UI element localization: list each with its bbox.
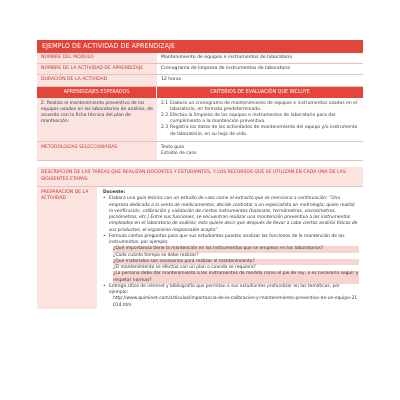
criterion-number: 2.2	[161, 112, 169, 118]
bullet-item	[103, 196, 359, 234]
duration-row	[37, 75, 363, 86]
question-item: ¿Cada cuánto tiempo se debe realizar?	[113, 252, 199, 258]
resource-link[interactable]: http://www.quiminet.com/articulos/importancia-de-la-calibracion-y-mantenimiento-preventivo-de-un-equipo-21014.htm	[113, 296, 358, 308]
question-item: ¿El mantenimiento se efectúa con un plan o cuando se requiera?	[113, 265, 256, 271]
criterion-number: 2.3	[161, 125, 169, 131]
methodologies-row	[37, 142, 363, 161]
criteria-list	[157, 98, 363, 141]
criterion-number: 2.1	[161, 100, 169, 106]
criteria-header: CRITERIOS DE EVALUACIÓN QUE INCLUYE	[157, 87, 363, 98]
outcomes-body	[37, 98, 363, 142]
criterion-text: Elabora un cronograma de mantenimiento de equipos e instrumentos usados en el laboratorio, en formato predeterminado.	[170, 100, 358, 112]
bullet-item	[103, 284, 359, 297]
criterion-item	[161, 101, 359, 113]
expected-learning: 2. Realiza el mantenimiento preventivo de los equipos usados en los laboratorios de análisis, de acuerdo con la ficha técnica del plan de mantención.	[37, 98, 157, 141]
criterion-text: Registra los datos de las actividades de mantenimiento del equipo y/o instrumento de laboratorio, en su hoja de vida.	[170, 125, 358, 137]
methodology-item: Texto guía	[161, 144, 185, 150]
question-item: ¿La persona debe dar mantenimiento a los instrumentos de medida como el pie de rey, o es necesario seguir y respetar normas?	[113, 271, 359, 283]
case-study-text: Elabora una guía teórica con un estudio de caso como el extracto que se menciona a continuación: “Una empresa dedicada a la venta de medicamentos, decide contratar a un especialista en metrología; quien realizó la verificación, calibración y validación de ciertos instrumentos (balanzas, termómetros, viscosímetros, picnómetros, etc.) Entre sus funciones, se encuentran realizar una mantención preventiva a los instrumentos empleados en el laboratorio de análisis; esto quiere decir que después de llevar a cabo ciertos análisis físicos de sus productos, el organismo responsable acepta”.	[109, 196, 358, 233]
question-item: ¿Qué importancia tiene la mantención en los instrumentos que se emplean en los laboratorios?	[113, 246, 359, 252]
preparation-row	[37, 187, 363, 309]
activity-label: NOMBRE DE LA ACTIVIDAD DE APRENDIZAJE	[37, 64, 157, 74]
teacher-label: Docente:	[103, 190, 126, 196]
activity-row	[37, 64, 363, 75]
criterion-item	[161, 125, 359, 137]
criterion-item	[161, 113, 359, 125]
bullet-icon: •	[103, 196, 106, 202]
expected-learning-header: APRENDIZAJES ESPERADOS	[37, 87, 157, 98]
module-value: Mantenimiento de equipos e instrumentos de laboratorio	[161, 55, 293, 60]
question-item: ¿Qué materiales son necesarios para realizar el mantenimiento?	[113, 259, 359, 265]
methodologies-label: METODOLOGÍAS SELECCIONADAS	[37, 142, 157, 160]
preparation-label: PREPARACIÓN DE LA ACTIVIDAD	[37, 187, 97, 309]
bullet-item	[103, 234, 359, 247]
criterion-text: Efectúa la limpieza de los equipos e instrumentos de laboratorio para dar cumplimiento a la mantención preventiva.	[170, 112, 336, 125]
questions-intro: Formula ciertas preguntas para que sus estudiantes puedan analizar las funciones de la mantención de los instrumentos, por ejemplo:	[109, 233, 345, 246]
methodology-item: Estudio de caso	[161, 150, 197, 156]
outcomes-header	[37, 87, 363, 98]
page-banner: EJEMPLO DE ACTIVIDAD DE APRENDIZAJE	[37, 40, 363, 53]
methodologies-list	[157, 142, 363, 160]
module-row	[37, 53, 363, 64]
module-label: NOMBRE DEL MÓDULO	[37, 53, 157, 63]
bullet-icon: •	[103, 283, 106, 289]
question-list	[103, 246, 359, 284]
duration-value: 12 horas	[161, 77, 182, 83]
duration-label: DURACIÓN DE LA ACTIVIDAD	[37, 75, 157, 85]
activity-page	[37, 40, 363, 400]
resources-intro: Entrega sitios de internet y bibliografía que permitan a sus estudiantes profundizar en las temáticas, por ejemplo:	[109, 283, 340, 296]
activity-value: Cronograma de limpieza de instrumentos de laboratorio	[161, 66, 291, 72]
bullet-icon: •	[103, 233, 106, 239]
preparation-content	[97, 187, 363, 309]
description-title: DESCRIPCIÓN DE LAS TAREAS QUE REALIZAN DOCENTES Y ESTUDIANTES, Y LOS RECURSOS QUE SE UTILIZAN EN CADA UNA DE LAS SIGUIENTES ETAPAS:	[37, 167, 363, 187]
